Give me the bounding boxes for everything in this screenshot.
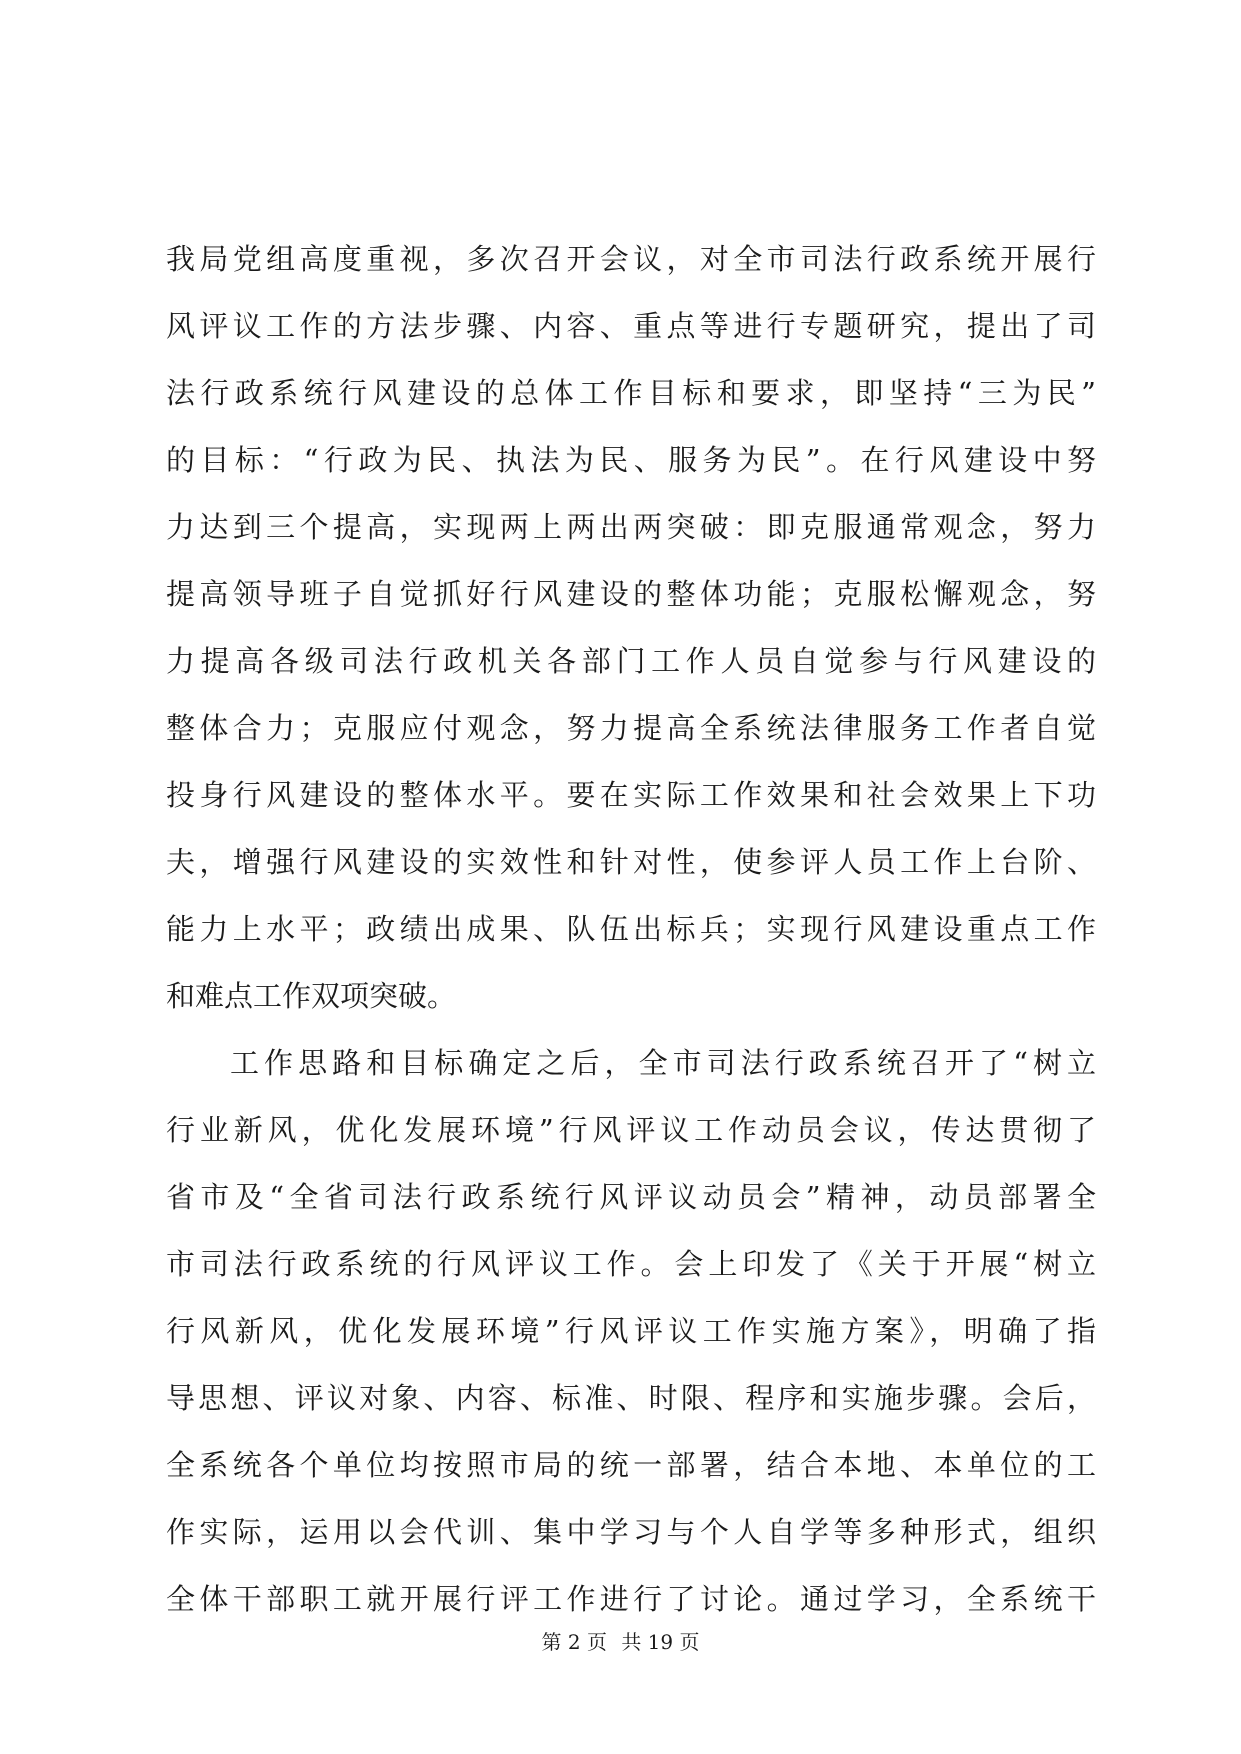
body-line: 投身行风建设的整体水平。要在实际工作效果和社会效果上下功: [166, 778, 1096, 812]
body-line: 导思想、评议对象、内容、标准、时限、程序和实施步骤。会后，: [166, 1381, 1096, 1415]
page-total: 共 19 页: [621, 1630, 700, 1654]
body-line: 整体合力；克服应付观念，努力提高全系统法律服务工作者自觉: [166, 711, 1096, 745]
body-line: 提高领导班子自觉抓好行风建设的整体功能；克服松懈观念，努: [166, 577, 1096, 611]
body-line: 作实际，运用以会代训、集中学习与个人自学等多种形式，组织: [166, 1515, 1096, 1549]
body-line: 和难点工作双项突破。: [166, 979, 457, 1013]
body-line: 全系统各个单位均按照市局的统一部署，结合本地、本单位的工: [166, 1448, 1096, 1482]
body-line: 行业新风，优化发展环境”行风评议工作动员会议，传达贯彻了: [166, 1113, 1096, 1147]
body-line: 省市及“全省司法行政系统行风评议动员会”精神，动员部署全: [166, 1180, 1096, 1214]
body-line: 我局党组高度重视，多次召开会议，对全市司法行政系统开展行: [166, 242, 1096, 276]
body-line: 工作思路和目标确定之后，全市司法行政系统召开了“树立: [230, 1046, 1096, 1080]
body-line: 市司法行政系统的行风评议工作。会上印发了《关于开展“树立: [166, 1247, 1096, 1281]
body-line: 行风新风，优化发展环境”行风评议工作实施方案》，明确了指: [166, 1314, 1096, 1348]
body-line: 力提高各级司法行政机关各部门工作人员自觉参与行风建设的: [166, 644, 1096, 678]
page-number: 第 2 页: [541, 1630, 607, 1654]
body-line: 力达到三个提高，实现两上两出两突破：即克服通常观念，努力: [166, 510, 1096, 544]
body-line: 风评议工作的方法步骤、内容、重点等进行专题研究，提出了司: [166, 309, 1096, 343]
body-line: 夫，增强行风建设的实效性和针对性，使参评人员工作上台阶、: [166, 845, 1096, 879]
body-line: 全体干部职工就开展行评工作进行了讨论。通过学习，全系统干: [166, 1582, 1096, 1616]
page-footer: [0, 1628, 1241, 1656]
body-line: 能力上水平；政绩出成果、队伍出标兵；实现行风建设重点工作: [166, 912, 1096, 946]
document-body: [166, 226, 1096, 1633]
body-line: 的目标：“行政为民、执法为民、服务为民”。在行风建设中努: [166, 443, 1096, 477]
body-line: 法行政系统行风建设的总体工作目标和要求，即坚持“三为民”: [166, 376, 1096, 410]
